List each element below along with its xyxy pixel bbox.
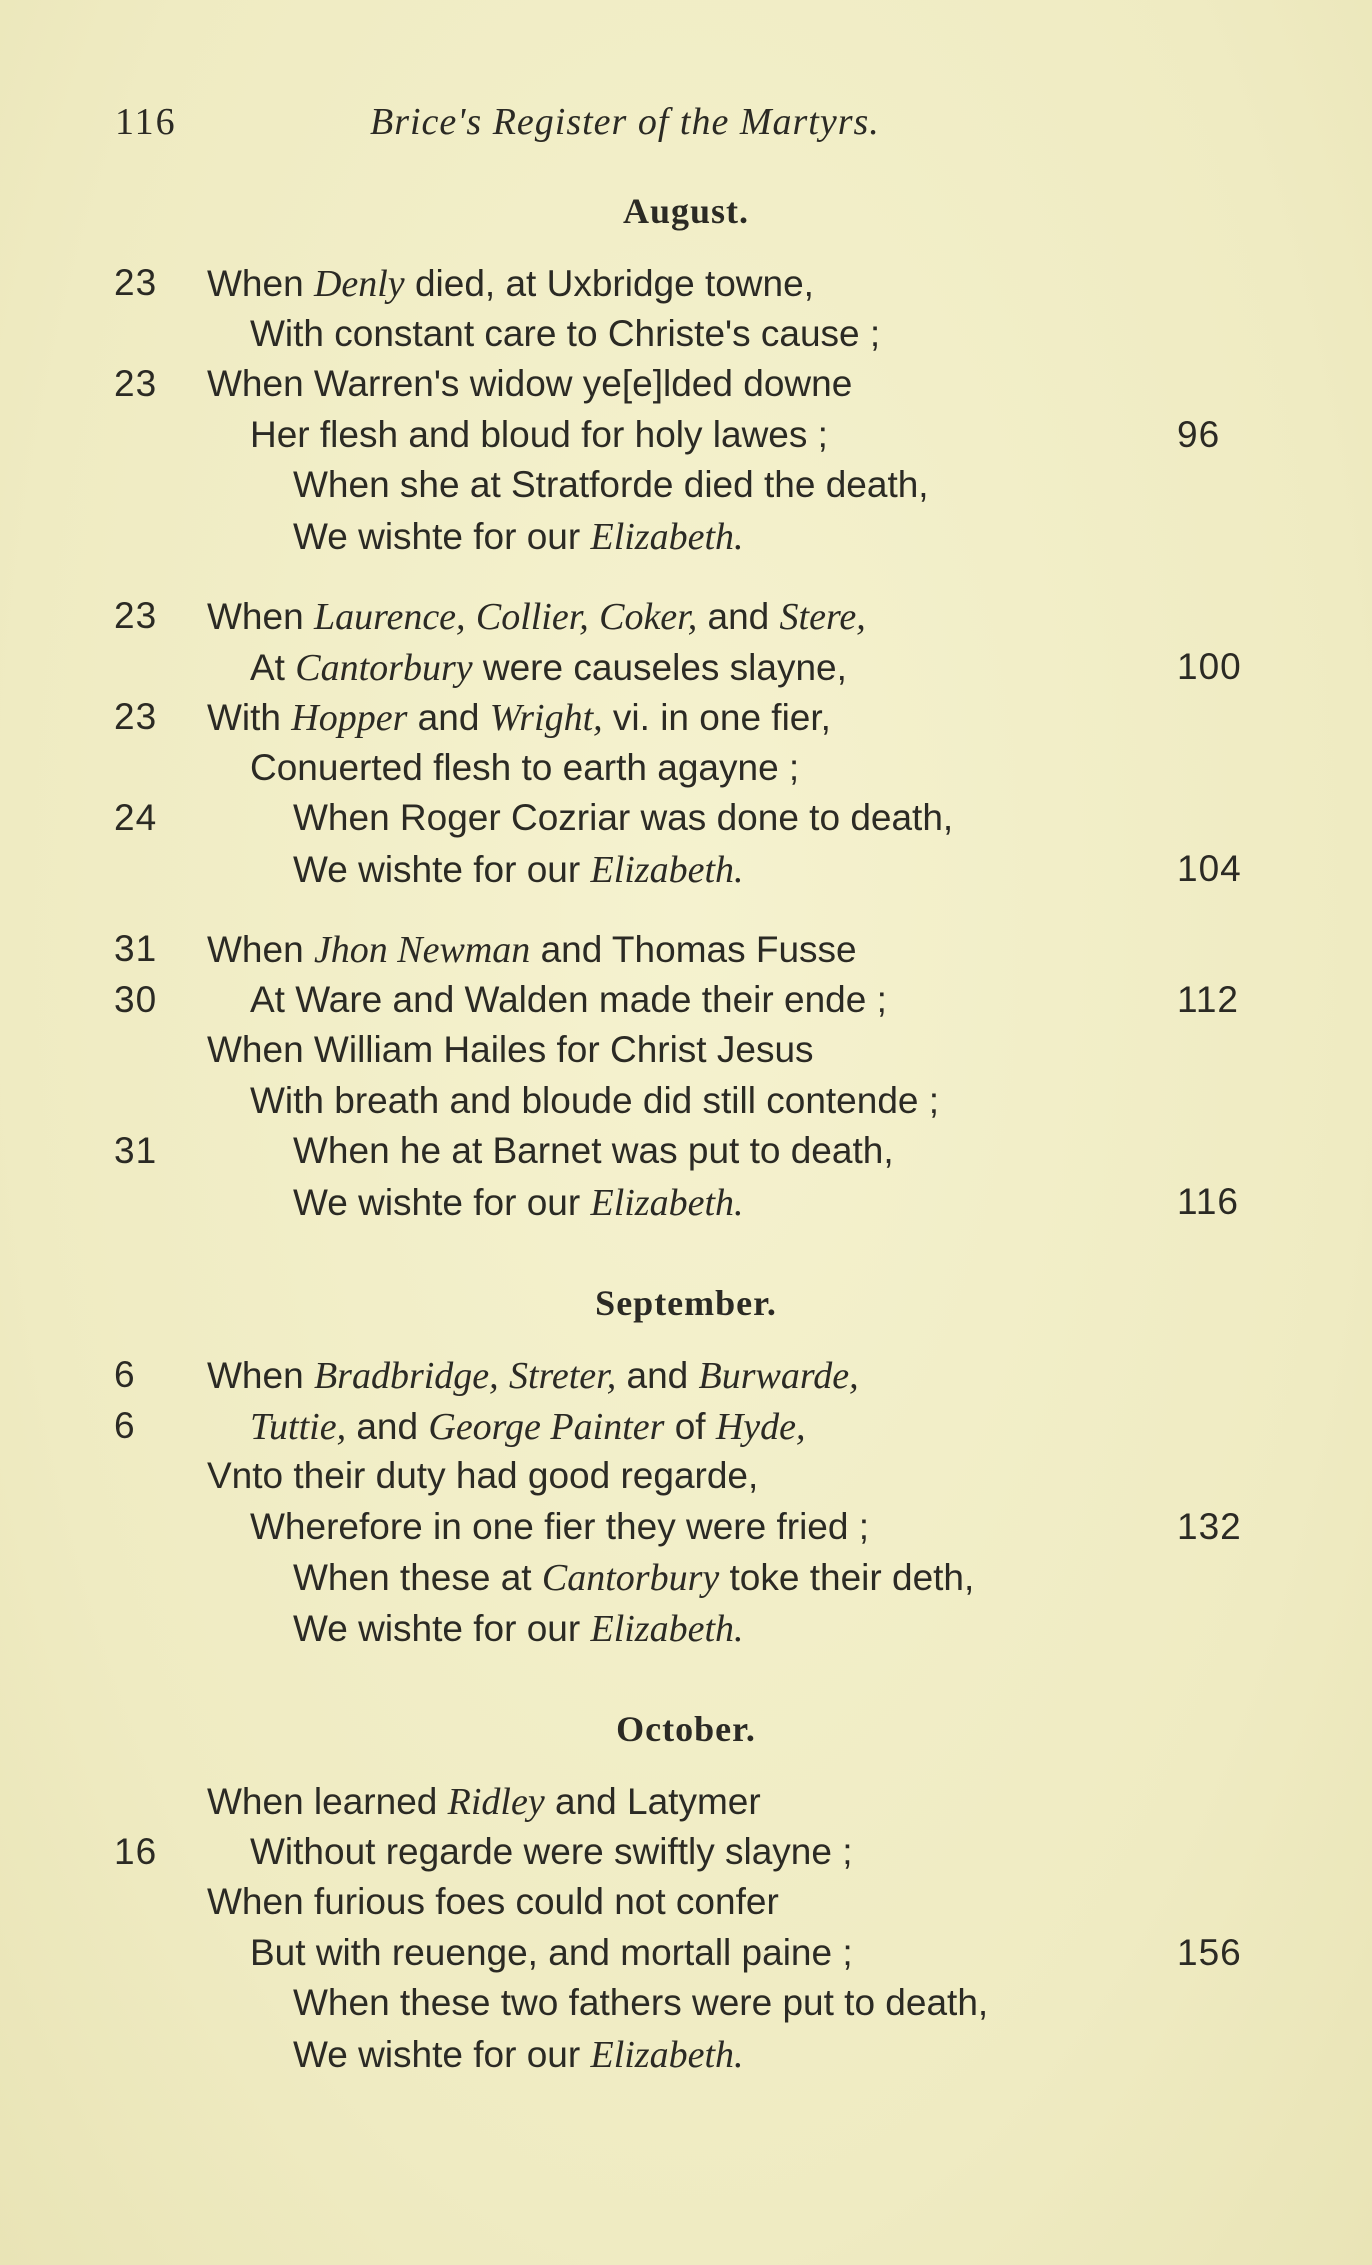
verse-text — [250, 1080, 939, 1122]
date-number: 16 — [114, 1831, 158, 1872]
italic-name: Tuttie, — [250, 1406, 347, 1448]
italic-name: Hopper — [291, 697, 408, 739]
page-reference: 132 — [1177, 1506, 1242, 1547]
italic-name: Ridley — [447, 1781, 545, 1823]
verse-fragment: We wishte for our — [293, 1608, 591, 1649]
verse-line — [0, 1831, 1372, 1881]
verse-line — [0, 848, 1372, 898]
verse-fragment: At — [250, 647, 296, 688]
page-reference: 100 — [1177, 646, 1242, 687]
verse-text — [250, 747, 799, 789]
verse-line — [0, 1556, 1372, 1606]
verse-text — [293, 1556, 974, 1600]
verse-text — [293, 848, 744, 892]
italic-name: Stere, — [779, 596, 866, 638]
verse-text — [293, 1130, 894, 1172]
verse-text — [250, 646, 847, 690]
verse-line — [0, 1080, 1372, 1130]
verse-line — [0, 262, 1372, 312]
italic-name: Elizabeth. — [590, 2034, 744, 2076]
italic-name: Streter, — [508, 1355, 617, 1397]
verse-text — [207, 1881, 779, 1923]
page-reference: 116 — [1177, 1181, 1239, 1222]
month-heading: September. — [595, 1283, 777, 1323]
verse-line — [0, 1029, 1372, 1079]
verse-line — [0, 414, 1372, 464]
date-number: 23 — [114, 262, 158, 303]
page-header — [0, 100, 1372, 150]
verse-text — [207, 1029, 814, 1071]
page-reference: 112 — [1177, 979, 1239, 1020]
verse-line — [0, 1932, 1372, 1982]
verse-fragment: toke their deth, — [719, 1557, 975, 1598]
verse-text — [207, 363, 852, 405]
verse-text — [207, 262, 814, 306]
date-number: 31 — [114, 928, 158, 969]
page-reference: 156 — [1177, 1932, 1242, 1973]
verse-fragment: When — [207, 1355, 314, 1396]
verse-line — [0, 595, 1372, 645]
verse-line — [0, 1181, 1372, 1231]
verse-line — [0, 696, 1372, 746]
date-number: 30 — [114, 979, 158, 1020]
verse-fragment: and Latymer — [544, 1781, 761, 1822]
verse-text — [250, 1831, 853, 1873]
page-reference: 104 — [1177, 848, 1242, 889]
date-number: 23 — [114, 363, 158, 404]
verse-line — [0, 464, 1372, 514]
verse-line — [0, 1881, 1372, 1931]
verse-text — [207, 595, 866, 639]
verse-text — [293, 2033, 744, 2077]
verse-line — [0, 1506, 1372, 1556]
italic-name: Elizabeth. — [590, 1608, 744, 1650]
month-heading: October. — [616, 1709, 756, 1749]
verse-fragment: With — [207, 697, 292, 738]
verse-text — [250, 1405, 806, 1449]
verse-fragment: With breath and bloude did still contende ; — [250, 1080, 940, 1121]
verse-line — [0, 1780, 1372, 1830]
date-number: 31 — [114, 1130, 158, 1171]
verse-fragment: When — [207, 929, 314, 970]
verse-fragment: Without regarde were swiftly slayne ; — [250, 1831, 853, 1872]
verse-fragment: Wherefore in one fier they were fried ; — [250, 1506, 870, 1547]
verse-fragment: When Roger Cozriar was done to death, — [293, 797, 954, 838]
italic-name: Elizabeth. — [590, 1182, 744, 1224]
verse-fragment: When learned — [207, 1781, 448, 1822]
verse-fragment: When these at — [293, 1557, 542, 1598]
italic-name: Laurence, — [313, 596, 466, 638]
verse-text — [207, 928, 857, 972]
italic-name: Jhon Newman — [313, 929, 531, 971]
italic-name: Cantorbury — [295, 647, 473, 689]
verse-fragment: vi. in one fier, — [602, 697, 831, 738]
verse-line — [0, 1455, 1372, 1505]
verse-line — [0, 515, 1372, 565]
verse-line — [0, 1607, 1372, 1657]
verse-fragment: Conuerted flesh to earth agayne ; — [250, 747, 800, 788]
verse-text — [207, 1455, 758, 1497]
verse-fragment: were causeles slayne, — [472, 647, 847, 688]
verse-fragment: of — [664, 1406, 716, 1447]
verse-text — [293, 464, 929, 506]
month-heading: August. — [622, 191, 750, 231]
verse-fragment — [466, 596, 476, 637]
italic-name: Elizabeth. — [590, 516, 744, 558]
verse-fragment: At Ware and Walden made their ende ; — [250, 979, 887, 1020]
date-number: 24 — [114, 797, 158, 838]
italic-name: George Painter — [428, 1406, 665, 1448]
verse-fragment: With constant care to Christe's cause ; — [250, 313, 881, 354]
verse-fragment: We wishte for our — [293, 516, 591, 557]
verse-fragment: and — [346, 1406, 429, 1447]
date-number: 6 — [114, 1405, 136, 1446]
italic-name: Bradbridge, — [313, 1355, 499, 1397]
italic-name: Coker, — [599, 596, 698, 638]
verse-line — [0, 1405, 1372, 1455]
verse-text — [293, 515, 744, 559]
verse-text — [250, 979, 887, 1021]
italic-name: Collier, — [475, 596, 589, 638]
italic-name: Denly — [313, 263, 405, 305]
date-number: 6 — [114, 1354, 136, 1395]
verse-fragment: and — [407, 697, 490, 738]
verse-line — [0, 1130, 1372, 1180]
verse-line — [0, 646, 1372, 696]
verse-line — [0, 313, 1372, 363]
verse-fragment: and Thomas Fusse — [530, 929, 857, 970]
italic-name: Wright, — [489, 697, 603, 739]
verse-text — [250, 313, 880, 355]
verse-fragment: When William Hailes for Christ Jesus — [207, 1029, 814, 1070]
date-number: 23 — [114, 696, 158, 737]
verse-fragment: But with reuenge, and mortall paine ; — [250, 1932, 853, 1973]
verse-fragment: When furious foes could not confer — [207, 1881, 779, 1922]
verse-fragment: When he at Barnet was put to death, — [293, 1130, 894, 1171]
date-number: 23 — [114, 595, 158, 636]
verse-fragment: Her flesh and bloud for holy lawes ; — [250, 414, 828, 455]
page-reference: 96 — [1177, 414, 1221, 455]
verse-fragment: Vnto their duty had good regarde, — [207, 1455, 759, 1496]
verse-fragment: and — [697, 596, 780, 637]
verse-text — [293, 1982, 988, 2024]
verse-text — [250, 1506, 869, 1548]
verse-fragment: We wishte for our — [293, 1182, 591, 1223]
verse-fragment: We wishte for our — [293, 2034, 591, 2075]
verse-line — [0, 979, 1372, 1029]
verse-text — [293, 1181, 744, 1225]
verse-fragment: When she at Stratforde died the death, — [293, 464, 929, 505]
verse-text — [293, 797, 953, 839]
verse-line — [0, 363, 1372, 413]
verse-fragment: and — [616, 1355, 699, 1396]
verse-line — [0, 928, 1372, 978]
verse-text — [207, 1780, 761, 1824]
verse-text — [207, 1354, 859, 1398]
verse-fragment: When — [207, 263, 314, 304]
verse-text — [207, 696, 831, 740]
verse-text — [250, 1932, 853, 1974]
verse-fragment: When these two fathers were put to death, — [293, 1982, 989, 2023]
verse-text — [293, 1607, 744, 1651]
running-title: Brice's Register of the Martyrs. — [370, 101, 880, 143]
folio-number: 116 — [115, 101, 177, 143]
verse-fragment: died, at Uxbridge towne, — [404, 263, 814, 304]
verse-fragment: When — [207, 596, 314, 637]
verse-line — [0, 797, 1372, 847]
verse-text — [250, 414, 828, 456]
verse-line — [0, 1354, 1372, 1404]
italic-name: Burwarde, — [698, 1355, 859, 1397]
italic-name: Elizabeth. — [590, 849, 744, 891]
verse-fragment — [589, 596, 599, 637]
verse-line — [0, 2033, 1372, 2083]
verse-line — [0, 1982, 1372, 2032]
verse-line — [0, 747, 1372, 797]
italic-name: Hyde, — [715, 1406, 806, 1448]
verse-fragment — [499, 1355, 509, 1396]
verse-fragment: When Warren's widow ye[e]lded downe — [207, 363, 853, 404]
italic-name: Cantorbury — [541, 1557, 720, 1599]
verse-fragment: We wishte for our — [293, 849, 591, 890]
